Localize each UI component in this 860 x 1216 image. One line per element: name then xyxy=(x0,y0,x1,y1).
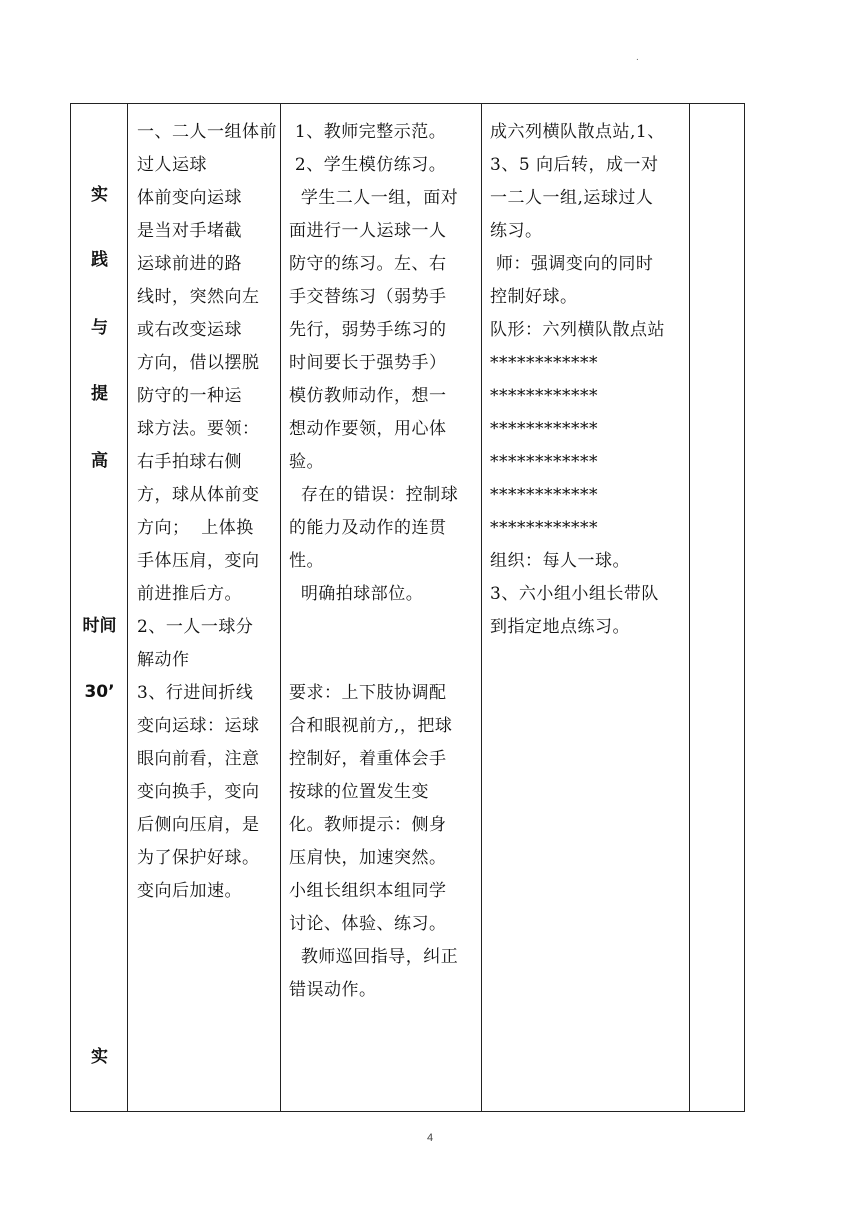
text-line: 为了保护好球。 xyxy=(137,848,260,868)
text-line: 控制好球。 xyxy=(490,287,578,307)
text-line: 变向换手，变向 xyxy=(137,782,260,802)
text-line: 明确拍球部位。 xyxy=(289,584,424,604)
duration-value: 30’ xyxy=(84,682,115,702)
text-line: 验。 xyxy=(289,452,324,472)
text-line: 小组长组织本组同学 xyxy=(289,881,447,901)
text-line: 压肩快，加速突然。 xyxy=(289,848,447,868)
section-label-char: 实 xyxy=(91,185,108,205)
section-label-char: 实 xyxy=(91,1047,108,1067)
text-line: 眼向前看，注意 xyxy=(137,749,260,769)
text-line: 存在的错误：控制球 xyxy=(289,485,459,505)
text-line: 到指定地点练习。 xyxy=(490,617,630,637)
organization-text xyxy=(482,104,689,644)
teaching-method-text xyxy=(281,104,481,1007)
text-line: 组织：每人一球。 xyxy=(490,551,630,571)
text-line: 一二人一组,运球过人 xyxy=(490,188,654,208)
text-line: 2、学生模仿练习。 xyxy=(289,155,447,175)
content-text xyxy=(128,104,280,908)
text-line: 模仿教师动作，想一 xyxy=(289,386,447,406)
text-line: 1、教师完整示范。 xyxy=(289,122,447,142)
text-line: 讨论、体验、练习。 xyxy=(289,914,447,934)
text-line: 方，球从体前变 xyxy=(137,485,260,505)
text-line: 体前变向运球 xyxy=(137,188,242,208)
text-line: 或右改变运球 xyxy=(137,320,242,340)
text-line: 变向后加速。 xyxy=(137,881,242,901)
text-line: 一、二人一组体前 xyxy=(137,122,277,142)
header-mark: . xyxy=(636,52,639,63)
text-line: ************ xyxy=(490,386,598,406)
notes-cell xyxy=(690,104,745,1112)
text-line: ************ xyxy=(490,485,598,505)
text-line: 防守的一种运 xyxy=(137,386,242,406)
text-line: ************ xyxy=(490,518,598,538)
text-line: 时间要长于强势手） xyxy=(289,353,447,373)
text-line: 3、六小组小组长带队 xyxy=(490,584,659,604)
text-line: ************ xyxy=(490,452,598,472)
text-line: ************ xyxy=(490,353,598,373)
section-label-char: 高 xyxy=(91,451,108,471)
text-line: 线时，突然向左 xyxy=(137,287,260,307)
text-line: 师：强调变向的同时 xyxy=(490,254,654,274)
lesson-plan-table xyxy=(70,103,745,1112)
text-line: 要求：上下肢协调配 xyxy=(289,683,447,703)
text-line: 学生二人一组，面对 xyxy=(289,188,459,208)
text-line: 教师巡回指导，纠正 xyxy=(289,947,459,967)
text-line: 2、一人一球分 xyxy=(137,617,254,637)
text-line: 3、行进间折线 xyxy=(137,683,254,703)
text-line: 球方法。要领： xyxy=(137,419,260,439)
text-line: 练习。 xyxy=(490,221,543,241)
text-line: 的能力及动作的连贯 xyxy=(289,518,447,538)
organization-cell xyxy=(482,104,690,1112)
text-line: 右手拍球右侧 xyxy=(137,452,242,472)
text-line: 按球的位置发生变 xyxy=(289,782,429,802)
text-line: 3、5 向后转，成一对 xyxy=(490,155,659,175)
text-line: 方向； 上体换 xyxy=(137,518,254,538)
section-label-cell xyxy=(71,104,128,1112)
text-line: 性。 xyxy=(289,551,324,571)
text-line: 解动作 xyxy=(137,650,190,670)
text-line: 合和眼视前方,，把球 xyxy=(289,716,453,736)
text-line: 手体压肩，变向 xyxy=(137,551,260,571)
text-line: 先行，弱势手练习的 xyxy=(289,320,447,340)
section-label-char: 与 xyxy=(91,318,108,338)
blank-line xyxy=(289,611,475,644)
text-line: 运球前进的路 xyxy=(137,254,242,274)
text-line: 后侧向压肩，是 xyxy=(137,815,260,835)
text-line: 化。教师提示：侧身 xyxy=(289,815,447,835)
page-number: 4 xyxy=(426,1132,434,1144)
text-line: 是当对手堵截 xyxy=(137,221,242,241)
text-line: 方向，借以摆脱 xyxy=(137,353,260,373)
text-line: 错误动作。 xyxy=(289,980,377,1000)
text-line: 队形：六列横队散点站 xyxy=(490,320,665,340)
text-line: 变向运球：运球 xyxy=(137,716,260,736)
section-label-char: 提 xyxy=(91,384,108,404)
content-cell xyxy=(128,104,281,1112)
table-row xyxy=(71,104,745,1112)
text-line: 手交替练习（弱势手 xyxy=(289,287,447,307)
text-line: 控制好，着重体会手 xyxy=(289,749,447,769)
text-line: 防守的练习。左、右 xyxy=(289,254,447,274)
blank-line xyxy=(289,644,475,677)
text-line: 前进推后方。 xyxy=(137,584,242,604)
text-line: 面进行一人运球一人 xyxy=(289,221,447,241)
text-line: 成六列横队散点站,1、 xyxy=(490,122,665,142)
text-line: ************ xyxy=(490,419,598,439)
teaching-method-cell xyxy=(281,104,482,1112)
section-label-char: 践 xyxy=(91,250,108,270)
text-line: 想动作要领，用心体 xyxy=(289,419,447,439)
text-line: 过人运球 xyxy=(137,155,207,175)
time-label: 时间 xyxy=(82,616,117,636)
